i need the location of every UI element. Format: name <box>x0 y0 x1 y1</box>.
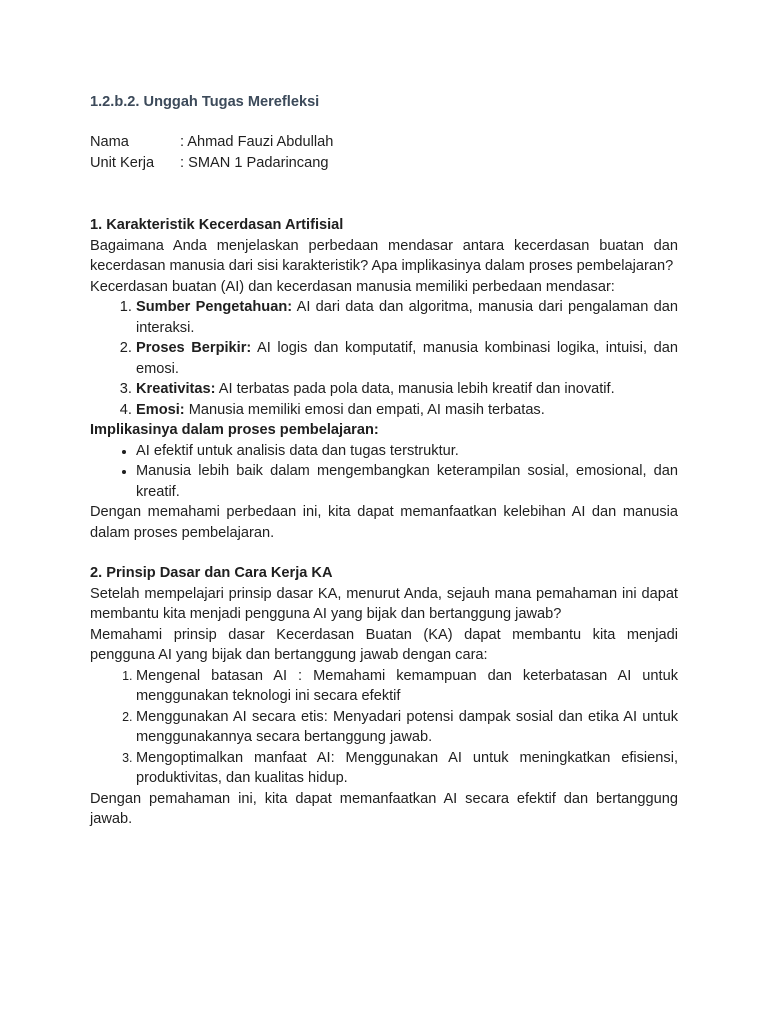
section-2 <box>90 563 678 830</box>
list-item: 4. Emosi: Manusia memiliki emosi dan empati, AI masih terbatas. <box>136 400 678 421</box>
list-item: • AI efektif untuk analisis data dan tugas terstruktur. <box>136 441 678 462</box>
principles-list <box>90 666 678 789</box>
implications-heading: Implikasinya dalam proses pembelajaran: <box>90 422 379 438</box>
name-value: : Ahmad Fauzi Abdullah <box>180 134 334 150</box>
unit-row <box>90 153 678 174</box>
section-2-intro: Memahami prinsip dasar Kecerdasan Buatan (KA) dapat membantu kita menjadi pengguna AI yang bijak dan bertanggung jawab dengan cara: <box>90 626 678 663</box>
list-item: 3. Mengoptimalkan manfaat AI: Menggunakan AI untuk meningkatkan efisiensi, produktivitas, dan kualitas hidup. <box>136 748 678 789</box>
list-item: 1. Mengenal batasan AI : Memahami kemampuan dan keterbatasan AI untuk menggunakan teknologi ini secara efektif <box>136 666 678 707</box>
document-body <box>90 92 678 830</box>
section-1-intro: Kecerdasan buatan (AI) dan kecerdasan manusia memiliki perbedaan mendasar: <box>90 278 615 295</box>
section-1-question: Bagaimana Anda menjelaskan perbedaan mendasar antara kecerdasan buatan dan kecerdasan manusia dari sisi karakteristik? Apa implikasinya dalam proses pembelajaran? <box>90 237 678 274</box>
document-title: 1.2.b.2. Unggah Tugas Merefleksi <box>90 94 320 110</box>
section-2-conclusion: Dengan pemahaman ini, kita dapat memanfaatkan AI secara efektif dan bertanggung jawab. <box>90 790 678 827</box>
section-2-question: Setelah mempelajari prinsip dasar KA, menurut Anda, sejauh mana pemahaman ini dapat membantu kita menjadi pengguna AI yang bijak dan bertanggung jawab? <box>90 585 678 622</box>
section-2-heading: 2. Prinsip Dasar dan Cara Kerja KA <box>90 565 333 581</box>
unit-label: Unit Kerja <box>90 155 155 171</box>
section-1-heading: 1. Karakteristik Kecerdasan Artifisial <box>90 217 344 233</box>
list-item: 1. Sumber Pengetahuan: AI dari data dan algoritma, manusia dari pengalaman dan interaksi. <box>136 297 678 338</box>
differences-list <box>90 297 678 420</box>
name-row <box>90 132 678 153</box>
list-item: • Manusia lebih baik dalam mengembangkan keterampilan sosial, emosional, dan kreatif. <box>136 461 678 502</box>
list-item: 2. Proses Berpikir: AI logis dan komputatif, manusia kombinasi logika, intuisi, dan emosi. <box>136 338 678 379</box>
list-item: 2. Menggunakan AI secara etis: Menyadari potensi dampak sosial dan etika AI untuk menggunakannya secara bertanggung jawab. <box>136 707 678 748</box>
section-1-conclusion: Dengan memahami perbedaan ini, kita dapat memanfaatkan kelebihan AI dan manusia dalam proses pembelajaran. <box>90 504 678 541</box>
section-1 <box>90 215 678 543</box>
list-item: 3. Kreativitas: AI terbatas pada pola data, manusia lebih kreatif dan inovatif. <box>136 379 678 400</box>
name-label: Nama <box>90 134 129 150</box>
identity-block <box>90 132 678 174</box>
unit-value: : SMAN 1 Padarincang <box>180 155 329 171</box>
implications-list <box>90 441 678 503</box>
